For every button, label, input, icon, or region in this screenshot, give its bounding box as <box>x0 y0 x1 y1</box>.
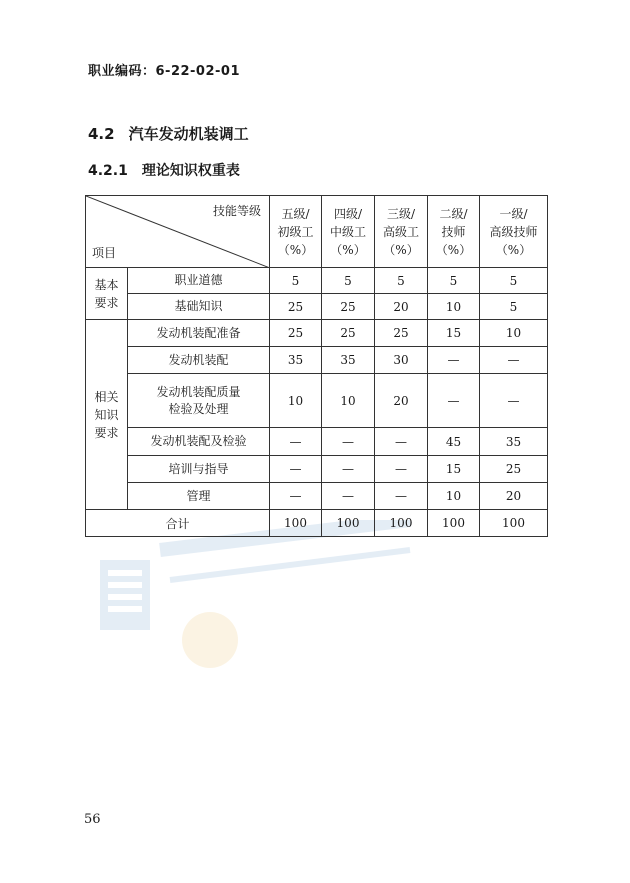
cell-value: 10 <box>428 483 480 510</box>
cell-value: 20 <box>375 374 428 428</box>
row-item: 发动机装配准备 <box>128 320 270 347</box>
cell-value: 100 <box>322 510 375 537</box>
cell-value: — <box>270 456 322 483</box>
cell-value: — <box>322 483 375 510</box>
table-row <box>86 483 548 510</box>
corner-cell <box>86 196 270 268</box>
row-item: 管理 <box>128 483 270 510</box>
cell-value: — <box>270 483 322 510</box>
cell-value: 10 <box>322 374 375 428</box>
corner-item: 项目 <box>92 246 117 260</box>
total-row <box>86 510 548 537</box>
cell-value: 5 <box>428 268 480 294</box>
row-item: 发动机装配及检验 <box>128 428 270 456</box>
cell-value: 5 <box>480 268 548 294</box>
weight-table <box>85 195 548 537</box>
level-header: 一级/ 高级技师 （%） <box>480 196 548 268</box>
group-related-knowledge: 相关 知识 要求 <box>86 320 128 510</box>
cell-value: 25 <box>322 320 375 347</box>
cell-value: 45 <box>428 428 480 456</box>
cell-value: — <box>480 374 548 428</box>
cell-value: 35 <box>480 428 548 456</box>
section-title <box>88 123 249 144</box>
watermark-logo <box>90 520 420 680</box>
cell-value: — <box>375 456 428 483</box>
cell-value: — <box>270 428 322 456</box>
cell-value: 25 <box>480 456 548 483</box>
cell-value: 5 <box>375 268 428 294</box>
cell-value: 10 <box>480 320 548 347</box>
cell-value: — <box>428 374 480 428</box>
row-item: 培训与指导 <box>128 456 270 483</box>
cell-value: — <box>322 456 375 483</box>
row-item: 发动机装配 <box>128 347 270 374</box>
subsection-title-text: 理论知识权重表 <box>141 163 240 179</box>
table-row <box>86 428 548 456</box>
cell-value: 25 <box>270 320 322 347</box>
level-header: 四级/ 中级工 （%） <box>322 196 375 268</box>
cell-value: 20 <box>375 294 428 320</box>
cell-value: 100 <box>428 510 480 537</box>
table-row <box>86 456 548 483</box>
table-row <box>86 294 548 320</box>
cell-value: 15 <box>428 320 480 347</box>
table-row <box>86 268 548 294</box>
subsection-number: 4.2.1 <box>88 163 128 179</box>
cell-value: 15 <box>428 456 480 483</box>
cell-value: 25 <box>375 320 428 347</box>
cell-value: 25 <box>322 294 375 320</box>
table-header-row <box>86 196 548 268</box>
cell-value: — <box>322 428 375 456</box>
total-label: 合计 <box>86 510 270 537</box>
cell-value: 100 <box>270 510 322 537</box>
cell-value: 35 <box>270 347 322 374</box>
row-item: 职业道德 <box>128 268 270 294</box>
row-item: 基础知识 <box>128 294 270 320</box>
table-row <box>86 347 548 374</box>
cell-value: — <box>428 347 480 374</box>
level-header: 三级/ 高级工 （%） <box>375 196 428 268</box>
table-row <box>86 320 548 347</box>
corner-skill-level: 技能等级 <box>212 204 261 218</box>
cell-value: — <box>375 428 428 456</box>
section-number: 4.2 <box>88 125 115 143</box>
cell-value: 5 <box>322 268 375 294</box>
cell-value: 10 <box>270 374 322 428</box>
cell-value: 5 <box>270 268 322 294</box>
subsection-title <box>88 160 240 180</box>
job-code: 职业编码：6-22-02-01 <box>88 64 241 79</box>
group-basic-requirements: 基本 要求 <box>86 268 128 320</box>
cell-value: 25 <box>270 294 322 320</box>
cell-value: 20 <box>480 483 548 510</box>
section-title-text: 汽车发动机装调工 <box>128 125 249 143</box>
cell-value: — <box>480 347 548 374</box>
page-number: 56 <box>84 812 101 827</box>
cell-value: 100 <box>375 510 428 537</box>
cell-value: 30 <box>375 347 428 374</box>
table-row <box>86 374 548 428</box>
cell-value: 100 <box>480 510 548 537</box>
row-item: 发动机装配质量 检验及处理 <box>128 374 270 428</box>
cell-value: 10 <box>428 294 480 320</box>
level-header: 五级/ 初级工 （%） <box>270 196 322 268</box>
cell-value: 35 <box>322 347 375 374</box>
level-header: 二级/ 技师 （%） <box>428 196 480 268</box>
cell-value: 5 <box>480 294 548 320</box>
cell-value: — <box>375 483 428 510</box>
